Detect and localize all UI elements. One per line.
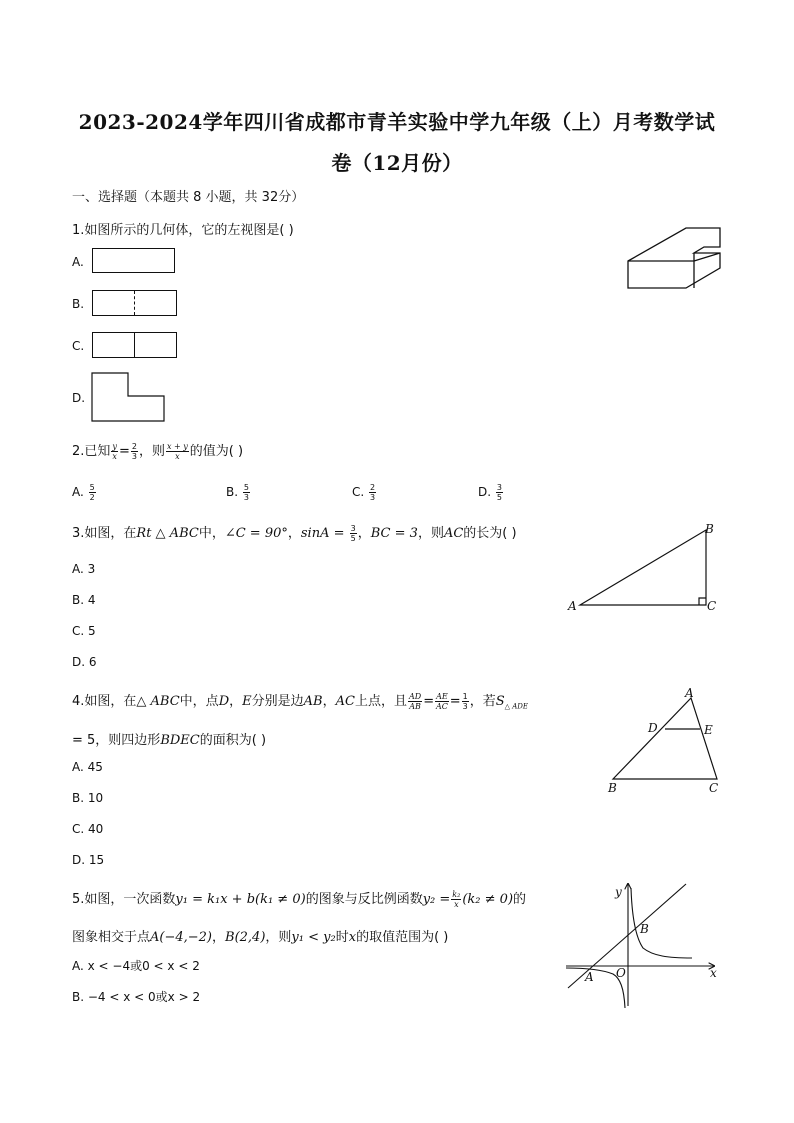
- page-title-line2: 卷（12月份）: [331, 151, 463, 175]
- q4-label-a: A: [685, 686, 694, 700]
- q4-label-d: D: [648, 721, 658, 735]
- q4-stem-line1: 4.如图，在△ ABC中，点D，E分别是边AB，AC上点，且 $\frac{AD}{AB}$ = $\frac{AE}{AC}$ = $\frac{1}{3}$ ，若$S_{\triangle ADE}$: [72, 692, 529, 711]
- q2-option-d[interactable]: D. $\frac{3}{5}$: [478, 483, 502, 502]
- q4-triangle-figure: [600, 684, 730, 796]
- page-title-line1: 2023-2024学年四川省成都市青羊实验中学九年级（上）月考数学试: [78, 110, 716, 134]
- q3-option-b[interactable]: B. 4: [72, 593, 96, 607]
- q1-option-c-figure[interactable]: [92, 332, 177, 358]
- q3-triangle-figure: [560, 518, 730, 618]
- q5-label-a: A: [585, 970, 594, 984]
- q3-label-a: A: [568, 599, 577, 613]
- q4-option-b[interactable]: B. 10: [72, 791, 104, 805]
- q1-option-d-figure[interactable]: [91, 372, 167, 424]
- q1-solid-figure: [622, 214, 722, 294]
- q1-option-d-label[interactable]: D.: [72, 391, 86, 405]
- q5-label-x: x: [710, 966, 717, 980]
- q2-option-a[interactable]: A. $\frac{5}{2}$: [72, 483, 95, 502]
- q5-option-b[interactable]: B. −4 < x < 0或x > 2: [72, 990, 201, 1004]
- q4-option-a[interactable]: A. 45: [72, 760, 103, 774]
- q4-stem-line2: = 5，则四边形BDEC的面积为( ): [72, 733, 267, 748]
- q5-function-graph: [558, 878, 728, 1013]
- q2-option-b[interactable]: B. $\frac{5}{3}$: [226, 483, 249, 502]
- q2-eq: =: [118, 444, 130, 459]
- q4-label-c: C: [709, 781, 719, 795]
- q2-frac-y-over-x: $\frac{y}{x}$: [112, 442, 117, 461]
- q1-option-b-label[interactable]: B.: [72, 297, 85, 311]
- q2-stem: [72, 440, 243, 461]
- q1-option-a-label[interactable]: A.: [72, 255, 84, 269]
- q3-option-d[interactable]: D. 6: [72, 655, 97, 669]
- q1-stem: 1.如图所示的几何体，它的左视图是( ): [72, 223, 294, 238]
- q3-stem: 3.如图，在Rt △ ABC中，∠C = 90°，sinA = $\frac{3}{5}$ ，BC = 3，则AC的长为( ): [72, 524, 517, 543]
- q3-label-c: C: [707, 599, 717, 613]
- q2-frac-2-over-3: $\frac{2}{3}$: [131, 442, 137, 461]
- q2-frac-xy-over-x: $\frac{x + y}{x}$: [166, 442, 188, 461]
- q4-option-d[interactable]: D. 15: [72, 853, 105, 867]
- q5-stem-line2: 图象相交于点A(−4,−2)，B(2,4)，则y₁ < y₂时x的取值范围为( ): [72, 930, 449, 945]
- q3-label-b: B: [705, 522, 714, 536]
- q2-suffix: 的值为( ): [189, 444, 244, 459]
- q4-label-b: B: [608, 781, 617, 795]
- q3-option-c[interactable]: C. 5: [72, 624, 96, 638]
- q1-option-c-label[interactable]: C.: [72, 339, 85, 353]
- q5-stem-line1: 5.如图，一次函数y₁ = k₁x + b(k₁ ≠ 0)的图象与反比例函数y₂ = $\frac{\text{k₂}}{x}$ (k₂ ≠ 0)的: [72, 890, 527, 909]
- q1-option-b-dashed-line: [134, 291, 135, 315]
- q5-option-a[interactable]: A. x < −4或0 < x < 2: [72, 959, 200, 973]
- q1-option-b-figure[interactable]: [92, 290, 177, 316]
- q5-label-b: B: [640, 922, 649, 936]
- q5-label-o: O: [616, 966, 626, 980]
- q2-option-c[interactable]: C. $\frac{2}{3}$: [352, 483, 376, 502]
- q2-prefix: 2.已知: [72, 444, 111, 459]
- q1-option-a-figure[interactable]: [92, 248, 175, 273]
- section-heading: 一、选择题（本题共 8 小题，共 32分）: [72, 190, 305, 205]
- q4-option-c[interactable]: C. 40: [72, 822, 104, 836]
- q1-option-c-solid-line: [134, 333, 135, 357]
- q3-option-a[interactable]: A. 3: [72, 562, 96, 576]
- q5-label-y: y: [615, 885, 622, 899]
- q4-label-e: E: [704, 723, 713, 737]
- q2-mid: ，则: [138, 444, 165, 459]
